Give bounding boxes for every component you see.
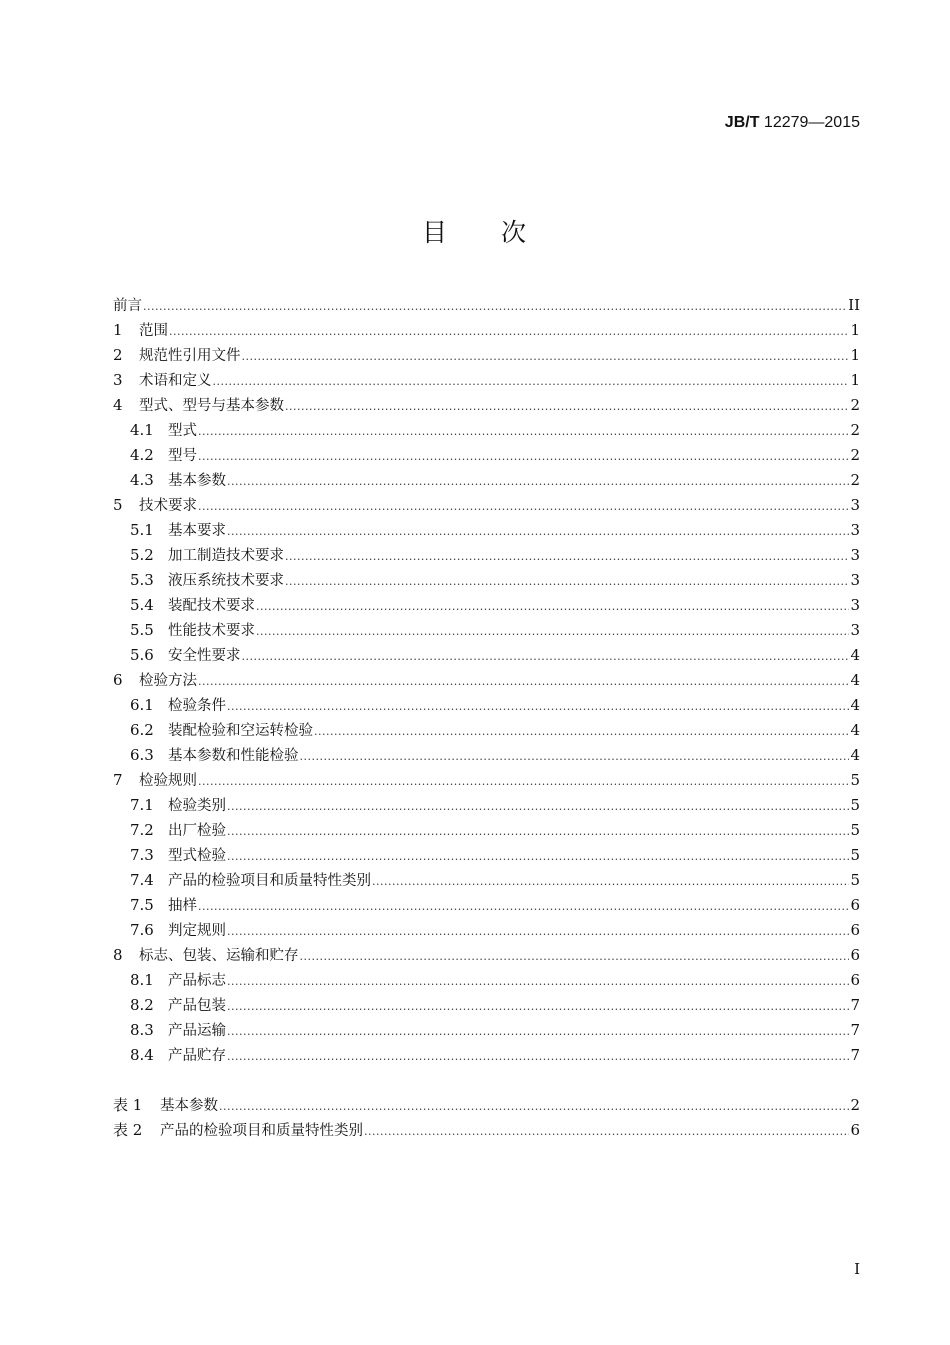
toc-entry-page: 6	[850, 896, 860, 914]
toc-entry[interactable]	[113, 843, 860, 868]
page-title	[0, 213, 950, 249]
dot-leader	[198, 769, 849, 794]
dot-leader	[227, 694, 849, 719]
toc-entry-number: 4.2	[130, 446, 154, 464]
toc-entry[interactable]	[113, 468, 860, 493]
toc-entry[interactable]	[113, 793, 860, 818]
dot-leader	[227, 919, 849, 944]
toc-entry-title: 加工制造技术要求	[168, 548, 284, 564]
toc-entry[interactable]	[113, 943, 860, 968]
dot-leader	[300, 944, 850, 969]
toc-entry[interactable]	[113, 993, 860, 1018]
toc-entry-title: 液压系统技术要求	[168, 573, 284, 589]
dot-leader	[198, 494, 849, 519]
toc-entry-title: 检验规则	[139, 773, 197, 789]
toc-entry-page: 5	[850, 846, 860, 864]
dot-leader	[219, 1094, 849, 1119]
toc-entry-number: 8.2	[130, 996, 154, 1014]
toc-entry-title: 基本参数和性能检验	[168, 748, 299, 764]
toc-entry-title: 标志、包装、运输和贮存	[139, 948, 299, 964]
toc-entry-page: 7	[850, 1046, 860, 1064]
table-list-entry[interactable]	[113, 1118, 860, 1143]
toc-entry-title: 产品包装	[168, 998, 226, 1014]
toc-entry-number: 7.6	[130, 921, 154, 939]
toc-entry[interactable]	[113, 518, 860, 543]
standard-code-number: 12279—2015	[759, 114, 860, 131]
toc-entry-page: 2	[850, 446, 860, 464]
toc-entry[interactable]	[113, 293, 860, 318]
toc-entry-number: 4	[113, 396, 123, 414]
toc-entry-number: 4.1	[130, 421, 154, 439]
toc-entry[interactable]	[113, 418, 860, 443]
dot-leader	[198, 419, 849, 444]
toc-entry-title: 安全性要求	[168, 648, 241, 664]
dot-leader	[285, 394, 849, 419]
toc-entry-title: 术语和定义	[139, 373, 212, 389]
table-list-entry[interactable]	[113, 1093, 860, 1118]
toc-entry-number: 4.3	[130, 471, 154, 489]
toc-entry-title: 产品的检验项目和质量特性类别	[160, 1123, 363, 1139]
dot-leader	[143, 294, 847, 319]
toc-entry-page: 2	[850, 471, 860, 489]
toc-entry[interactable]	[113, 668, 860, 693]
toc-entry-number: 5.6	[130, 646, 154, 664]
toc-entry-title: 规范性引用文件	[139, 348, 241, 364]
toc-entry-number: 7.4	[130, 871, 154, 889]
toc-entry[interactable]	[113, 1018, 860, 1043]
toc-entry-number: 2	[113, 346, 123, 364]
toc-entry-title: 装配技术要求	[168, 598, 255, 614]
toc-entry-page: 3	[850, 546, 860, 564]
toc-entry-number: 3	[113, 371, 123, 389]
toc-entry-number: 5.1	[130, 521, 154, 539]
toc-entry-page: 5	[850, 796, 860, 814]
toc-entry[interactable]	[113, 868, 860, 893]
toc-entry-page: 6	[850, 1121, 860, 1139]
toc-entry-number: 5.2	[130, 546, 154, 564]
toc-entry-title: 技术要求	[139, 498, 197, 514]
toc-entry-title: 型号	[168, 448, 197, 464]
toc-entry-number: 6.2	[130, 721, 154, 739]
toc-entry-title: 判定规则	[168, 923, 226, 939]
toc-entry-title: 基本参数	[160, 1098, 218, 1114]
toc-entry[interactable]	[113, 393, 860, 418]
toc-entry-number: 8.3	[130, 1021, 154, 1039]
toc-entry-title: 性能技术要求	[168, 623, 255, 639]
toc-entry-page: 5	[850, 821, 860, 839]
toc-entry-page: 3	[850, 496, 860, 514]
toc-entry[interactable]	[113, 893, 860, 918]
toc-entry-title: 前言	[113, 298, 142, 314]
toc-entry[interactable]	[113, 768, 860, 793]
toc-entry-title: 装配检验和空运转检验	[168, 723, 313, 739]
dot-leader	[227, 844, 849, 869]
dot-leader	[285, 544, 849, 569]
toc-entry-page: 2	[850, 421, 860, 439]
page-title-char-1: 目	[421, 218, 449, 247]
toc-entry-number: 6	[113, 671, 123, 689]
toc-entry[interactable]	[113, 368, 860, 393]
dot-leader	[300, 744, 850, 769]
toc-entry-title: 产品贮存	[168, 1048, 226, 1064]
toc-entry-number: 1	[113, 321, 123, 339]
toc-entry-number: 6.1	[130, 696, 154, 714]
dot-leader	[227, 969, 849, 994]
toc-entry-number: 5.3	[130, 571, 154, 589]
toc-entry-page: 6	[850, 971, 860, 989]
toc-entry-number: 5.5	[130, 621, 154, 639]
toc-entry-title: 检验条件	[168, 698, 226, 714]
toc-entry-title: 产品的检验项目和质量特性类别	[168, 873, 371, 889]
toc-entry[interactable]	[113, 968, 860, 993]
toc-entry[interactable]	[113, 643, 860, 668]
dot-leader	[227, 819, 849, 844]
dot-leader	[242, 644, 850, 669]
dot-leader	[227, 794, 849, 819]
toc-entry-page: 7	[850, 996, 860, 1014]
toc-entry[interactable]	[113, 443, 860, 468]
toc-entry-page: 6	[850, 946, 860, 964]
toc-entry[interactable]	[113, 593, 860, 618]
toc-entry-page: 2	[850, 396, 860, 414]
toc-entry-title: 基本要求	[168, 523, 226, 539]
toc-entry-number: 7.1	[130, 796, 154, 814]
toc-entry[interactable]	[113, 743, 860, 768]
toc-entry-number: 8.4	[130, 1046, 154, 1064]
toc-entry-page: II	[848, 296, 860, 314]
toc-entry-title: 型式、型号与基本参数	[139, 398, 284, 414]
toc-entry-number: 7	[113, 771, 123, 789]
toc-entry-page: 4	[850, 646, 860, 664]
dot-leader	[256, 594, 849, 619]
toc-entry-number: 5.4	[130, 596, 154, 614]
standard-code-prefix: JB/T	[724, 114, 760, 131]
dot-leader	[227, 1044, 849, 1069]
toc-entry[interactable]	[113, 318, 860, 343]
dot-leader	[242, 344, 850, 369]
toc-entry[interactable]	[113, 818, 860, 843]
dot-leader	[198, 444, 849, 469]
toc-entry-page: 4	[850, 721, 860, 739]
toc-entry-title: 产品标志	[168, 973, 226, 989]
toc-entry-number: 8.1	[130, 971, 154, 989]
toc-entry-number: 6.3	[130, 746, 154, 764]
toc-entry-title: 抽样	[168, 898, 197, 914]
toc-entry[interactable]	[113, 618, 860, 643]
toc-entry[interactable]	[113, 718, 860, 743]
toc-entry-title: 范围	[139, 323, 168, 339]
toc-entry-page: 1	[850, 346, 860, 364]
toc-entry-number: 表 1	[113, 1096, 143, 1114]
toc-entry-page: 2	[850, 1096, 860, 1114]
toc-entry-page: 3	[850, 521, 860, 539]
dot-leader	[285, 569, 849, 594]
toc-entry-number: 7.5	[130, 896, 154, 914]
toc-entry[interactable]	[113, 693, 860, 718]
toc-entry[interactable]	[113, 493, 860, 518]
dot-leader	[198, 894, 849, 919]
toc-entry-page: 5	[850, 771, 860, 789]
dot-leader	[227, 994, 849, 1019]
table-of-contents	[113, 293, 860, 1143]
toc-entry-page: 3	[850, 621, 860, 639]
dot-leader	[227, 1019, 849, 1044]
page-number: I	[854, 1260, 860, 1278]
toc-entry-title: 出厂检验	[168, 823, 226, 839]
toc-entry[interactable]	[113, 543, 860, 568]
toc-entry-number: 表 2	[113, 1121, 143, 1139]
toc-entry-page: 4	[850, 746, 860, 764]
toc-entry-page: 1	[850, 321, 860, 339]
toc-entry[interactable]	[113, 918, 860, 943]
dot-leader	[227, 519, 849, 544]
toc-entry-page: 7	[850, 1021, 860, 1039]
toc-entry-page: 1	[850, 371, 860, 389]
toc-entry-page: 3	[850, 596, 860, 614]
toc-entry-number: 7.2	[130, 821, 154, 839]
toc-entry-number: 5	[113, 496, 123, 514]
dot-leader	[314, 719, 849, 744]
section-spacer	[113, 1068, 860, 1093]
dot-leader	[372, 869, 849, 894]
dot-leader	[364, 1119, 849, 1144]
toc-entry-title: 产品运输	[168, 1023, 226, 1039]
dot-leader	[198, 669, 849, 694]
toc-entry-title: 型式	[168, 423, 197, 439]
toc-entry[interactable]	[113, 1043, 860, 1068]
dot-leader	[213, 369, 850, 394]
toc-entry-title: 型式检验	[168, 848, 226, 864]
dot-leader	[227, 469, 849, 494]
toc-entry-page: 4	[850, 671, 860, 689]
toc-entry[interactable]	[113, 343, 860, 368]
dot-leader	[256, 619, 849, 644]
toc-entry-title: 检验方法	[139, 673, 197, 689]
toc-entry-number: 7.3	[130, 846, 154, 864]
page-title-char-2: 次	[501, 218, 529, 247]
dot-leader	[169, 319, 849, 344]
toc-entry-title: 基本参数	[168, 473, 226, 489]
toc-entry[interactable]	[113, 568, 860, 593]
standard-code	[725, 114, 860, 132]
toc-entry-page: 4	[850, 696, 860, 714]
toc-entry-page: 6	[850, 921, 860, 939]
toc-entry-title: 检验类别	[168, 798, 226, 814]
toc-entry-page: 3	[850, 571, 860, 589]
toc-entry-number: 8	[113, 946, 123, 964]
toc-entry-page: 5	[850, 871, 860, 889]
